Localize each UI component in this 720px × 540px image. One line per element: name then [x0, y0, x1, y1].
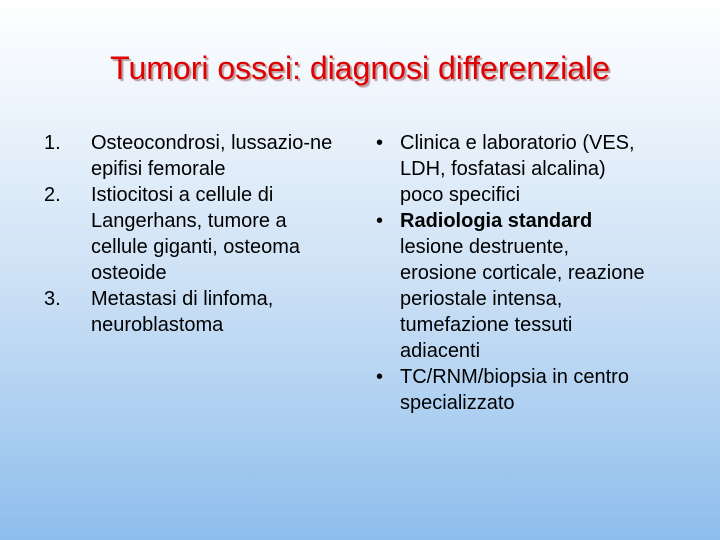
list-item-number: 3. — [44, 288, 61, 310]
bullet-item — [370, 208, 645, 364]
bullet-marker: • — [376, 366, 384, 388]
bullet-text: Clinica e laboratorio (VES, LDH, fosfatasi alcalina) poco specifici — [400, 132, 635, 206]
list-item-text: Metastasi di linfoma, neuroblastoma — [91, 288, 274, 336]
slide-title: Tumori ossei: diagnosi differenziale — [110, 50, 610, 86]
list-item-text: Osteocondrosi, lussazio-ne epifisi femorale — [91, 132, 333, 180]
bullet-marker: • — [376, 132, 384, 154]
list-item-text: Istiocitosi a cellule di Langerhans, tumore a cellule giganti, osteoma osteoide — [91, 184, 301, 284]
list-item-number: 1. — [44, 132, 61, 154]
bullet-marker: • — [376, 210, 384, 232]
bullet-item — [370, 364, 690, 416]
bullet-text: lesione destruente, erosione corticale, reazione periostale intensa, tumefazione tessuti adiacenti — [400, 236, 645, 362]
bullet-text: TC/RNM/biopsia in centro specializzato — [400, 366, 629, 414]
bullet-bold-text: Radiologia standard — [400, 210, 593, 232]
diagnostics-list — [370, 130, 710, 416]
list-item — [0, 182, 341, 286]
list-item — [0, 130, 341, 182]
bullet-item — [370, 130, 645, 208]
list-item-number: 2. — [44, 184, 61, 206]
list-item — [0, 286, 341, 338]
differential-list — [0, 130, 370, 338]
